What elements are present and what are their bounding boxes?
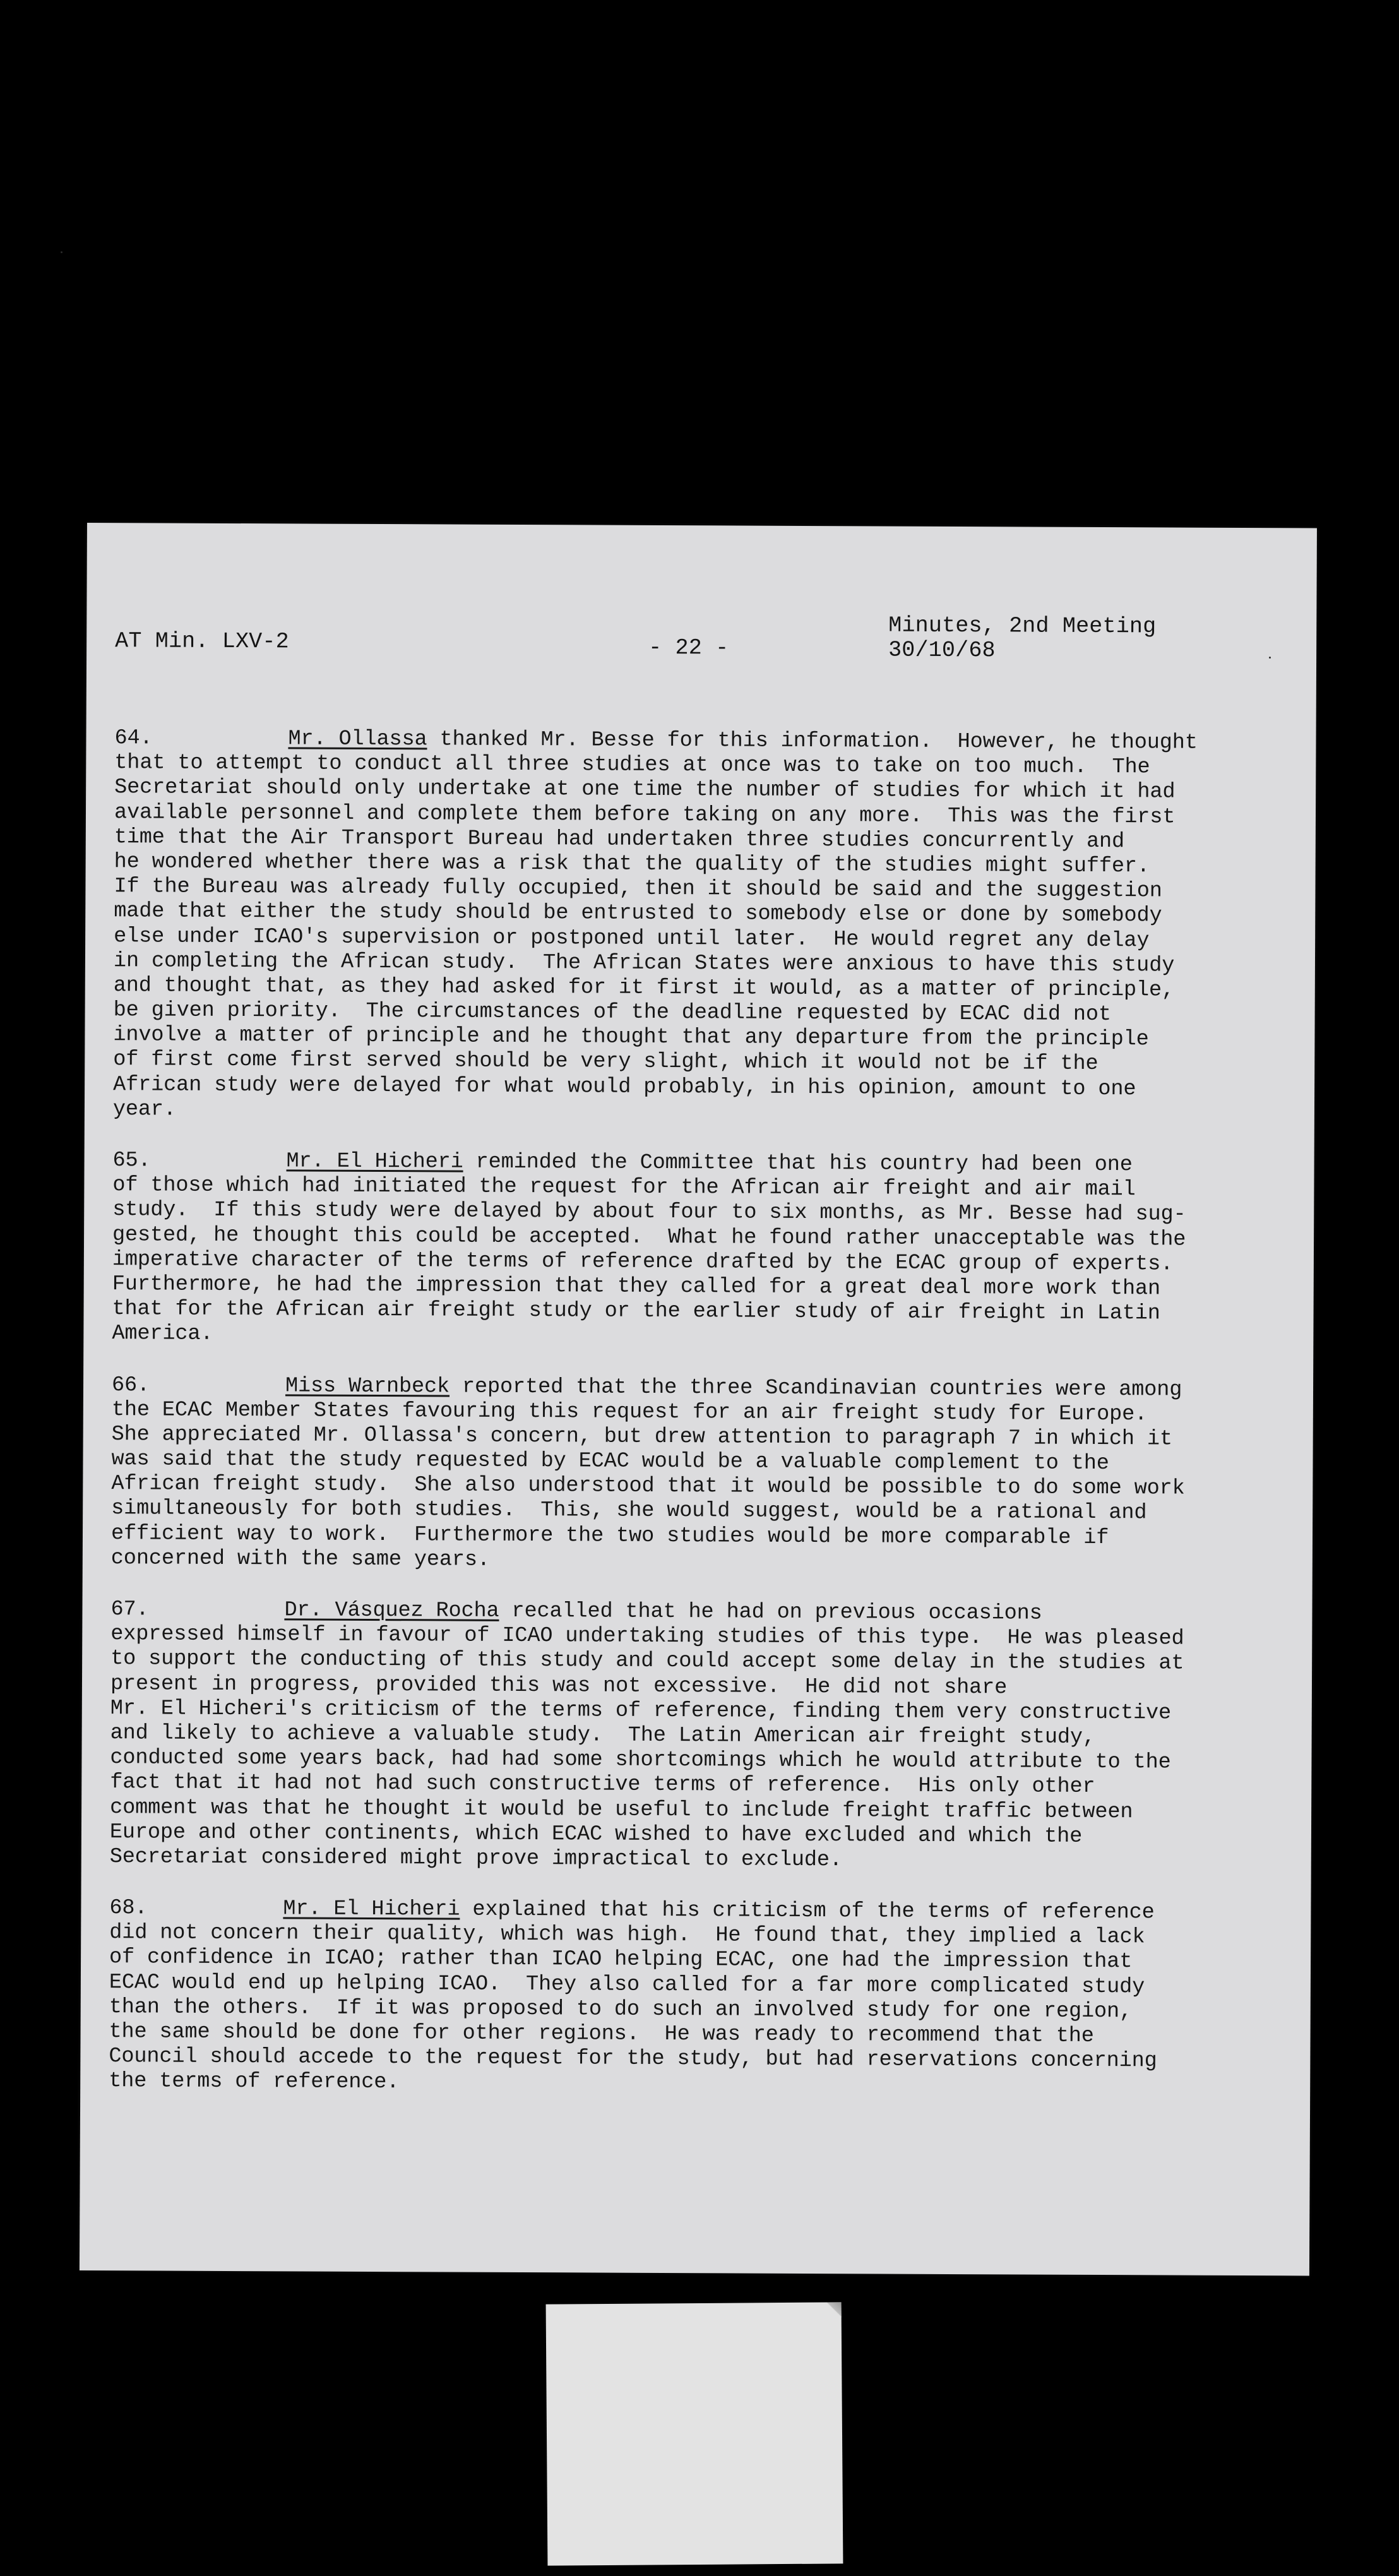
paragraph-line: efficient way to work. Furthermore the two studies would be more comparable if bbox=[110, 1521, 1109, 1550]
film-speck bbox=[1269, 657, 1271, 659]
paragraph-line: Secretariat should only undertake at one time the number of studies for which it had bbox=[114, 775, 1176, 804]
paragraph-line: the ECAC Member States favouring this request for an air freight study for Europe. bbox=[111, 1397, 1148, 1427]
paragraph-number: 67. bbox=[110, 1597, 149, 1622]
card-folded-corner bbox=[826, 2302, 842, 2317]
paragraph-number: 66. bbox=[111, 1373, 150, 1397]
paragraph-line: and thought that, as they had asked for it first it would, as a matter of principle, bbox=[113, 974, 1175, 1003]
paragraph-opening-text: recalled that he had on previous occasions bbox=[499, 1599, 1042, 1626]
paragraph-opening-text: reminded the Committee that his country had been one bbox=[463, 1150, 1133, 1178]
paragraph-line: Mr. El Hicheri's criticism of the terms of reference, finding them very constructive bbox=[110, 1696, 1172, 1726]
speaker-name: Mr. Ollassa bbox=[288, 727, 427, 752]
minutes-paragraph bbox=[112, 1148, 1299, 1352]
paragraph-line: of confidence in ICAO; rather than ICAO helping ECAC, one had the impression that bbox=[109, 1945, 1133, 1974]
paragraph-line: America. bbox=[112, 1321, 213, 1347]
paragraph-line: and likely to achieve a valuable study. The Latin American air freight study, bbox=[110, 1721, 1095, 1750]
paragraph-number: 65. bbox=[112, 1148, 151, 1173]
page-number: - 22 - bbox=[648, 635, 729, 661]
minutes-paragraph bbox=[109, 1896, 1296, 2099]
paragraph-line: to support the conducting of this study and could accept some delay in the studies at bbox=[110, 1647, 1184, 1676]
paragraph-line: present in progress, provided this was not excessive. He did not share bbox=[110, 1671, 1008, 1700]
minutes-body bbox=[109, 726, 1301, 2099]
meeting-date: 30/10/68 bbox=[888, 637, 996, 664]
paragraph-line: Secretariat considered might prove impractical to exclude. bbox=[109, 1845, 843, 1873]
minutes-paragraph bbox=[110, 1597, 1298, 1875]
paragraph-line: time that the Air Transport Bureau had undertaken three studies concurrently and bbox=[114, 825, 1125, 854]
paragraph-line: involve a matter of principle and he thought that any departure from the principle bbox=[113, 1023, 1149, 1052]
minutes-paragraph bbox=[113, 726, 1302, 1127]
paragraph-line: conducted some years back, had had some shortcomings which he would attribute to the bbox=[110, 1746, 1171, 1775]
meeting-info bbox=[888, 614, 1156, 664]
paragraph-line: of first come first served should be very slight, which it would not be if the bbox=[113, 1047, 1098, 1076]
speaker-name: Dr. Vásquez Rocha bbox=[284, 1598, 499, 1623]
speaker-name: Mr. El Hicheri bbox=[286, 1149, 463, 1174]
paragraph-opening-text: thanked Mr. Besse for this information. However, he thought bbox=[427, 727, 1198, 755]
paragraph-line: the terms of reference. bbox=[109, 2069, 400, 2095]
paragraph-line: did not concern their quality, which was high. He found that, they implied a lack bbox=[109, 1921, 1145, 1950]
paragraph-line: study. If this study were delayed by about four to six months, as Mr. Besse had sug- bbox=[112, 1198, 1186, 1227]
paragraph-line: fact that it had not had such constructive terms of reference. His only other bbox=[110, 1770, 1095, 1799]
paragraph-line: that to attempt to conduct all three studies at once was to take on too much. The bbox=[114, 751, 1150, 780]
paragraph-line: concerned with the same years. bbox=[110, 1546, 491, 1572]
paragraph-line: ECAC would end up helping ICAO. They also called for a far more complicated study bbox=[109, 1970, 1145, 1999]
paragraph-line: that for the African air freight study or the earlier study of air freight in Latin bbox=[112, 1297, 1160, 1326]
paragraph-number: 64. bbox=[114, 726, 153, 751]
meeting-title: Minutes, 2nd Meeting bbox=[888, 612, 1157, 640]
paragraph-line: of those which had initiated the request for the African air freight and air mail bbox=[112, 1173, 1136, 1202]
speaker-name: Mr. El Hicheri bbox=[283, 1897, 460, 1922]
film-speck bbox=[61, 251, 63, 253]
paragraph-line: the same should be done for other regions. He was ready to recommend that the bbox=[109, 2020, 1094, 2048]
speaker-name: Miss Warnbeck bbox=[285, 1373, 450, 1399]
paragraph-opening-text: reported that the three Scandinavian countries were among bbox=[449, 1374, 1182, 1402]
paragraph-number: 68. bbox=[109, 1896, 148, 1921]
paragraph-line: gested, he thought this could be accepted. What he found rather unacceptable was the bbox=[112, 1222, 1186, 1252]
document-page bbox=[80, 523, 1317, 2275]
paragraph-line: Council should accede to the request for the study, but had reservations concerning bbox=[109, 2044, 1157, 2073]
paragraph-line: She appreciated Mr. Ollassa's concern, but drew attention to paragraph 7 in which it bbox=[111, 1422, 1173, 1452]
paragraph-line: else under ICAO's supervision or postponed until later. He would regret any delay bbox=[114, 924, 1150, 953]
paragraph-line: simultaneously for both studies. This, she would suggest, would be a rational and bbox=[111, 1496, 1147, 1525]
minutes-paragraph bbox=[111, 1373, 1299, 1577]
paragraph-line: African freight study. She also understood that it would be possible to do some work bbox=[111, 1472, 1185, 1501]
paragraph-line: made that either the study should be entrusted to somebody else or done by somebody bbox=[114, 899, 1162, 928]
paragraph-line: comment was that he thought it would be useful to include freight traffic between bbox=[110, 1795, 1133, 1824]
paragraph-line: year. bbox=[112, 1097, 177, 1122]
paragraph-opening-text: explained that his criticism of the terms of reference bbox=[460, 1897, 1155, 1925]
paragraph-line: than the others. If it was proposed to do such an involved study for one region, bbox=[109, 1995, 1133, 2024]
paragraph-line: Furthermore, he had the impression that they called for a great deal more work than bbox=[112, 1272, 1161, 1301]
paragraph-line: in completing the African study. The African States were anxious to have this study bbox=[113, 948, 1175, 978]
paragraph-line: was said that the study requested by ECAC would be a valuable complement to the bbox=[111, 1447, 1109, 1476]
paragraph-line: African study were delayed for what would probably, in his opinion, amount to one bbox=[113, 1072, 1136, 1101]
target-card bbox=[546, 2302, 843, 2565]
paragraph-line: imperative character of the terms of reference drafted by the ECAC group of experts. bbox=[112, 1247, 1174, 1277]
paragraph-line: available personnel and complete them before taking on any more. This was the first bbox=[114, 800, 1176, 830]
paragraph-line: be given priority. The circumstances of the deadline requested by ECAC did not bbox=[113, 998, 1111, 1027]
paragraph-line: Europe and other continents, which ECAC wished to have excluded and which the bbox=[109, 1820, 1083, 1849]
document-reference: AT Min. LXV-2 bbox=[115, 628, 289, 655]
paragraph-line: he wondered whether there was a risk that the quality of the studies might suffer. bbox=[114, 850, 1150, 879]
paragraph-line: expressed himself in favour of ICAO undertaking studies of this type. He was pleased bbox=[110, 1622, 1184, 1651]
paragraph-line: If the Bureau was already fully occupied, then it should be said and the suggestion bbox=[114, 874, 1162, 903]
